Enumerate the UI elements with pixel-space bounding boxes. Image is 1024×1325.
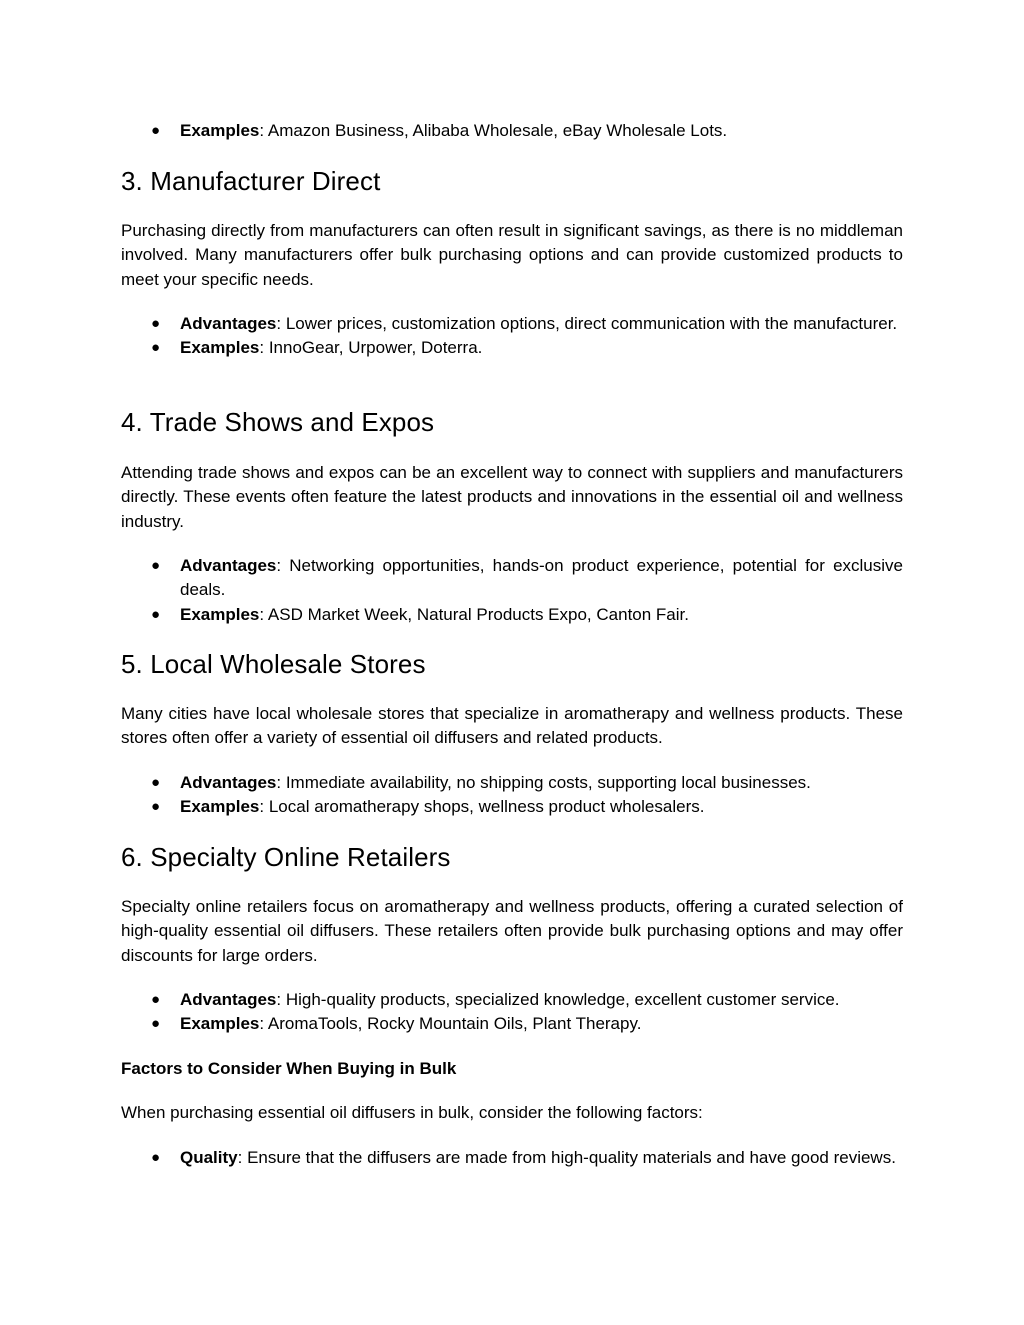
bullet-text: : Amazon Business, Alibaba Wholesale, eBay Wholesale Lots.	[259, 121, 728, 140]
factors-bullet-list	[121, 1146, 903, 1170]
bullet-term: Examples	[180, 121, 260, 140]
section-paragraph: Many cities have local wholesale stores that specialize in aromatherapy and wellness products. These stores often offer a variety of essential oil diffusers and related products.	[121, 704, 903, 748]
list-item	[121, 603, 903, 627]
section-heading: 6. Specialty Online Retailers	[121, 842, 451, 872]
bullet-icon: ●	[151, 774, 161, 791]
list-item	[121, 336, 903, 360]
bullet-icon: ●	[151, 991, 161, 1008]
list-item	[121, 1146, 903, 1170]
bullet-term: Examples	[180, 604, 260, 624]
bullet-icon: ●	[151, 1149, 161, 1166]
bullet-term: Advantages	[180, 314, 277, 333]
bullet-text: : InnoGear, Urpower, Doterra.	[259, 338, 483, 358]
bullet-text: : Immediate availability, no shipping costs, supporting local businesses.	[276, 773, 811, 792]
section-bullet-list	[121, 771, 903, 820]
list-item	[121, 1012, 903, 1036]
bullet-icon: ●	[151, 798, 161, 816]
section-bullet-list	[121, 988, 903, 1037]
factors-intro: When purchasing essential oil diffusers in bulk, consider the following factors:	[121, 1103, 703, 1122]
bullet-term: Advantages	[180, 990, 277, 1009]
list-item	[121, 119, 903, 143]
bullet-icon: ●	[151, 1015, 161, 1033]
bullet-term: Examples	[180, 1014, 260, 1034]
bullet-text: : Lower prices, customization options, direct communication with the manufacturer.	[276, 314, 898, 333]
bullet-term: Examples	[180, 797, 260, 817]
bullet-text: : ASD Market Week, Natural Products Expo, Canton Fair.	[259, 604, 689, 624]
list-item	[121, 988, 903, 1012]
section-heading: 5. Local Wholesale Stores	[121, 649, 426, 679]
bullet-term: Examples	[180, 338, 260, 358]
bullet-icon: ●	[151, 339, 161, 357]
bullet-icon: ●	[151, 315, 161, 332]
list-item	[121, 795, 903, 819]
bullet-icon: ●	[151, 605, 161, 623]
bullet-text: : Ensure that the diffusers are made from high-quality materials and have good reviews.	[237, 1148, 896, 1167]
section-paragraph: Attending trade shows and expos can be an excellent way to connect with suppliers and manufacturers directly. These events often feature the latest products and innovations in the essential oil and wellness industry.	[121, 463, 903, 531]
bullet-text: : Networking opportunities, hands-on product experience, potential for exclusive deals.	[180, 556, 903, 600]
list-item	[121, 771, 903, 795]
section-heading: 4. Trade Shows and Expos	[121, 407, 435, 437]
bullet-term: Advantages	[180, 556, 277, 575]
top-bullet-list	[121, 119, 903, 143]
section-paragraph: Specialty online retailers focus on aromatherapy and wellness products, offering a curated selection of high-quality essential oil diffusers. These retailers often provide bulk purchasing options and may offer discounts for large orders.	[121, 897, 903, 965]
list-item	[121, 312, 903, 336]
factors-heading: Factors to Consider When Buying in Bulk	[121, 1059, 457, 1078]
bullet-text: : High-quality products, specialized knowledge, excellent customer service.	[276, 990, 840, 1009]
section-bullet-list	[121, 554, 903, 627]
list-item	[121, 554, 903, 603]
section-heading: 3. Manufacturer Direct	[121, 166, 381, 196]
bullet-text: : AromaTools, Rocky Mountain Oils, Plant Therapy.	[259, 1014, 642, 1034]
section-bullet-list	[121, 312, 903, 361]
bullet-icon: ●	[151, 557, 161, 574]
bullet-term: Advantages	[180, 773, 277, 792]
bullet-icon: ●	[151, 122, 161, 139]
section-paragraph: Purchasing directly from manufacturers can often result in significant savings, as there is no middleman involved. Many manufacturers offer bulk purchasing options and can provide customized products to meet your specific needs.	[121, 221, 903, 289]
bullet-term: Quality	[180, 1148, 238, 1167]
bullet-text: : Local aromatherapy shops, wellness product wholesalers.	[259, 797, 705, 817]
